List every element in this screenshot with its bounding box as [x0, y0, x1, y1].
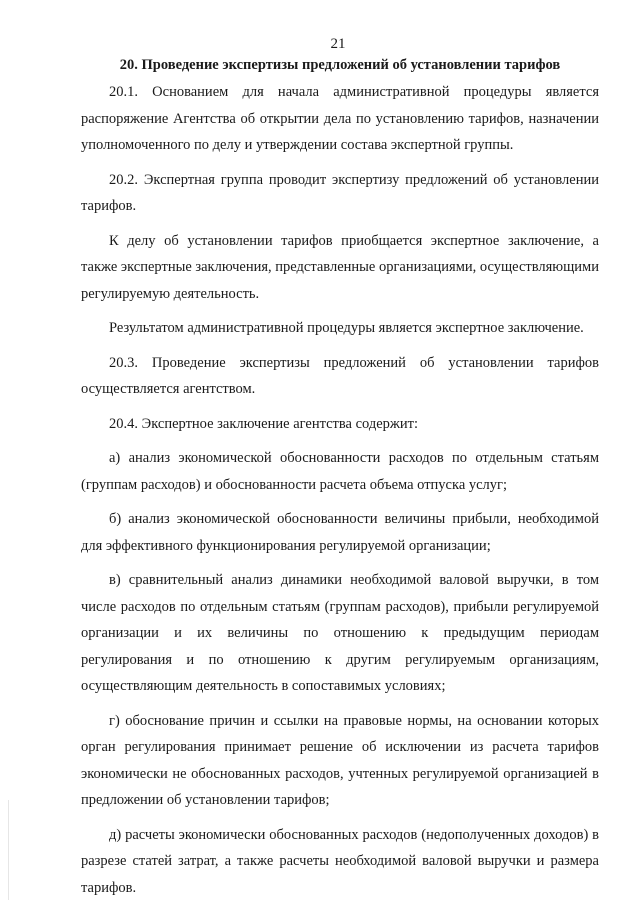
document-body	[81, 79, 599, 909]
section-title: 20. Проведение экспертизы предложений об установлении тарифов	[119, 57, 561, 73]
list-item-g: г) обоснование причин и ссылки на правовые нормы, на основании которых орган регулирования принимает решение об исключении из расчета тарифов экономически не обоснованных расходов, учтенных регулируемой организацией в предложении об установлении тарифов;	[81, 712, 599, 808]
list-item-d: д) расчеты экономически обоснованных расходов (недополученных доходов) в разрезе статей затрат, а также расчеты необходимой валовой выручки и размера тарифов.	[81, 826, 599, 896]
list-item-v: в) сравнительный анализ динамики необходимой валовой выручки, в том числе расходов по отдельным статьям (группам расходов), прибыли регулируемой организации и их величины по отношению к предыдущим периодам регулирования и по отношению к другим регулируемым организациям, осуществляющим деятельность в сопоставимых условиях;	[81, 572, 599, 694]
list-item-a: а) анализ экономической обоснованности расходов по отдельным статьям (группам расходов) и обоснованности расчета объема отпуска услуг;	[81, 450, 599, 493]
paragraph-case-attachment: К делу об установлении тарифов приобщается экспертное заключение, а также экспертные заключения, представленные организациями, осуществляющими регулируемую деятельность.	[81, 232, 599, 302]
paragraph-20-3: 20.3. Проведение экспертизы предложений об установлении тарифов осуществляется агентством.	[81, 354, 599, 397]
scan-margin-line	[8, 800, 9, 900]
paragraph-procedure-result: Результатом административной процедуры является экспертное заключение.	[109, 320, 584, 336]
paragraph-20-1: 20.1. Основанием для начала административной процедуры является распоряжение Агентства об открытии дела по установлению тарифов, назначении уполномоченного по делу и утверждении состава экспертной группы.	[81, 84, 599, 153]
list-item-b: б) анализ экономической обоснованности величины прибыли, необходимой для эффективного функционирования регулируемой организации;	[81, 511, 599, 554]
paragraph-20-2: 20.2. Экспертная группа проводит экспертизу предложений об установлении тарифов.	[81, 171, 599, 214]
paragraph-20-4: 20.4. Экспертное заключение агентства содержит:	[109, 415, 419, 432]
page-number: 21	[330, 36, 346, 52]
